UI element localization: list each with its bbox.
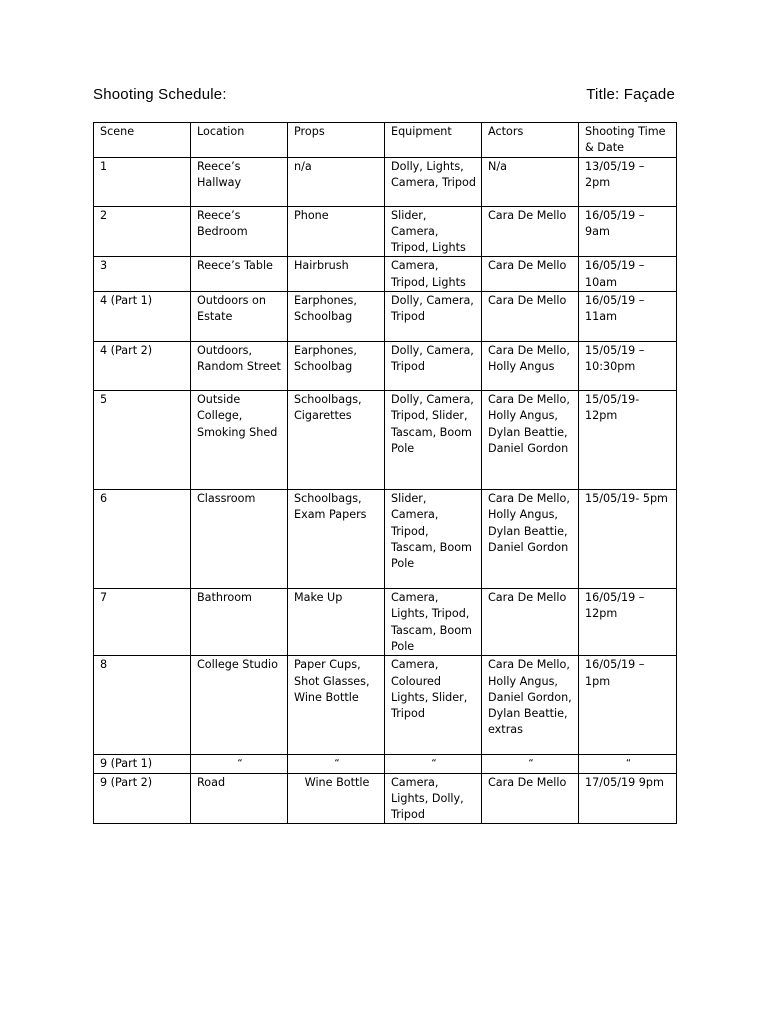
table-row (94, 157, 677, 206)
table-row (94, 257, 677, 292)
table-row (94, 656, 677, 755)
table-row (94, 589, 677, 656)
location-cell: College Studio (191, 656, 288, 755)
table-row (94, 490, 677, 589)
equipment-cell: Slider, Camera, Tripod, Lights (385, 206, 482, 257)
scene-cell: 1 (94, 157, 191, 206)
scene-cell: 9 (Part 2) (94, 773, 191, 824)
equipment-cell: Dolly, Lights, Camera, Tripod (385, 157, 482, 206)
location-cell: Bathroom (191, 589, 288, 656)
equipment-cell: Dolly, Camera, Tripod (385, 342, 482, 391)
scene-cell: 4 (Part 1) (94, 292, 191, 342)
column-header-location: Location (191, 123, 288, 158)
table-row (94, 292, 677, 342)
schedule-heading: Shooting Schedule: (93, 86, 227, 103)
document-header (93, 86, 675, 108)
column-header-shooting-time: Shooting Time & Date (579, 123, 677, 158)
props-cell: Paper Cups, Shot Glasses, Wine Bottle (288, 656, 385, 755)
table-header-row (94, 123, 677, 158)
location-cell: Outdoors, Random Street (191, 342, 288, 391)
scene-cell: 6 (94, 490, 191, 589)
props-cell: Schoolbags, Cigarettes (288, 391, 385, 490)
actors-cell: Cara De Mello, Holly Angus, Daniel Gordon, Dylan Beattie, extras (482, 656, 579, 755)
scene-cell: 3 (94, 257, 191, 292)
time-date-cell: 15/05/19- 5pm (579, 490, 677, 589)
actors-cell: Cara De Mello (482, 589, 579, 656)
equipment-cell: Dolly, Camera, Tripod, Slider, Tascam, Boom Pole (385, 391, 482, 490)
shooting-schedule-table (93, 122, 677, 824)
column-header-scene: Scene (94, 123, 191, 158)
time-date-cell: 15/05/19 – 10:30pm (579, 342, 677, 391)
table-row (94, 342, 677, 391)
ditto-mark: “ (288, 755, 385, 773)
location-cell: Classroom (191, 490, 288, 589)
time-date-cell: 16/05/19 – 12pm (579, 589, 677, 656)
time-date-cell: 16/05/19 – 11am (579, 292, 677, 342)
actors-cell: Cara De Mello (482, 292, 579, 342)
actors-cell: Cara De Mello, Holly Angus, Dylan Beattie, Daniel Gordon (482, 490, 579, 589)
actors-cell: N/a (482, 157, 579, 206)
column-header-equipment: Equipment (385, 123, 482, 158)
time-date-cell: 16/05/19 – 9am (579, 206, 677, 257)
props-cell: Hairbrush (288, 257, 385, 292)
scene-cell: 9 (Part 1) (94, 755, 191, 773)
location-cell: Reece’s Bedroom (191, 206, 288, 257)
equipment-cell: Camera, Lights, Dolly, Tripod (385, 773, 482, 824)
actors-cell: Cara De Mello, Holly Angus (482, 342, 579, 391)
table-row (94, 773, 677, 824)
time-date-cell: 15/05/19- 12pm (579, 391, 677, 490)
props-cell: Make Up (288, 589, 385, 656)
column-header-actors: Actors (482, 123, 579, 158)
location-cell: Road (191, 773, 288, 824)
equipment-cell: Slider, Camera, Tripod, Tascam, Boom Pole (385, 490, 482, 589)
actors-cell: Cara De Mello (482, 773, 579, 824)
location-cell: Reece’s Table (191, 257, 288, 292)
equipment-cell: Camera, Lights, Tripod, Tascam, Boom Pole (385, 589, 482, 656)
props-cell: Earphones, Schoolbag (288, 292, 385, 342)
column-header-props: Props (288, 123, 385, 158)
table-row (94, 206, 677, 257)
props-cell: Wine Bottle (288, 773, 385, 824)
props-cell: Schoolbags, Exam Papers (288, 490, 385, 589)
actors-cell: Cara De Mello (482, 206, 579, 257)
equipment-cell: Camera, Tripod, Lights (385, 257, 482, 292)
location-cell: Outdoors on Estate (191, 292, 288, 342)
props-cell: Phone (288, 206, 385, 257)
equipment-cell: Dolly, Camera, Tripod (385, 292, 482, 342)
time-date-cell: 16/05/19 – 10am (579, 257, 677, 292)
props-cell: n/a (288, 157, 385, 206)
time-date-cell: 16/05/19 – 1pm (579, 656, 677, 755)
actors-cell: Cara De Mello, Holly Angus, Dylan Beattie, Daniel Gordon (482, 391, 579, 490)
scene-cell: 8 (94, 656, 191, 755)
scene-cell: 4 (Part 2) (94, 342, 191, 391)
ditto-mark: “ (191, 755, 288, 773)
equipment-cell: Camera, Coloured Lights, Slider, Tripod (385, 656, 482, 755)
actors-cell: Cara De Mello (482, 257, 579, 292)
location-cell: Outside College, Smoking Shed (191, 391, 288, 490)
ditto-mark: “ (385, 755, 482, 773)
time-date-cell: 17/05/19 9pm (579, 773, 677, 824)
table-row (94, 391, 677, 490)
scene-cell: 5 (94, 391, 191, 490)
location-cell: Reece’s Hallway (191, 157, 288, 206)
table-row (94, 755, 677, 773)
props-cell: Earphones, Schoolbag (288, 342, 385, 391)
ditto-mark: “ (482, 755, 579, 773)
film-title: Title: Façade (586, 86, 675, 103)
time-date-cell: 13/05/19 – 2pm (579, 157, 677, 206)
scene-cell: 7 (94, 589, 191, 656)
ditto-mark: “ (579, 755, 677, 773)
scene-cell: 2 (94, 206, 191, 257)
